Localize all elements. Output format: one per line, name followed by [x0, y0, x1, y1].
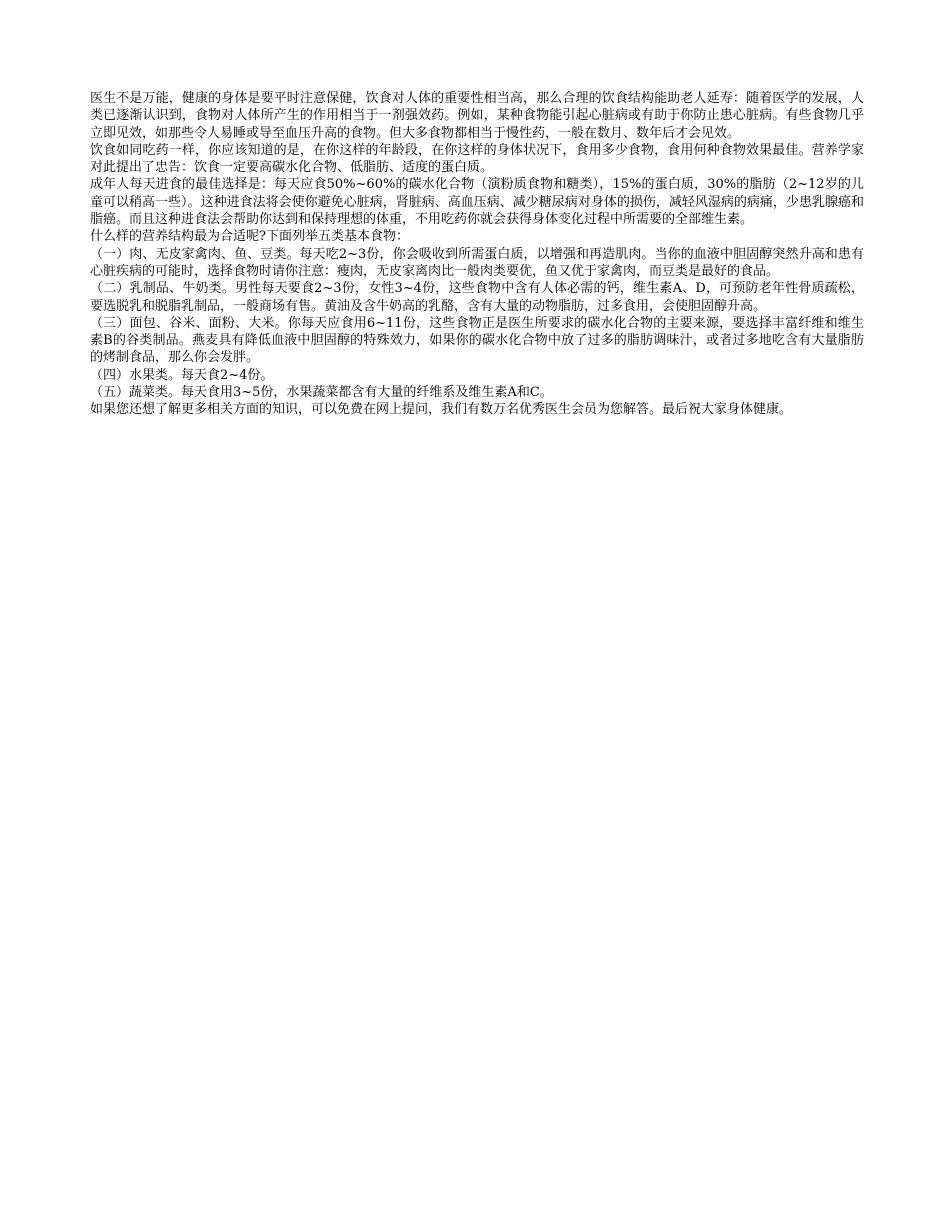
- paragraph-intro: 医生不是万能，健康的身体是要平时注意保健，饮食对人体的重要性相当高，那么合理的饮食结构能助老人延寿：随着医学的发展，人类已逐渐认识到，食物对人体所产生的作用相当于一剂强效药。例如，某种食物能引起心脏病或有助于你防止患心脏病。有些食物几乎立即见效，如那些令人易睡或导至血压升高的食物。但大多食物都相当于慢性药，一般在数月、数年后才会见效。: [90, 91, 864, 141]
- paragraph-group-3-grains: （三）面包、谷米、面粉、大米。你每天应食用6~11份，这些食物正是医生所要求的碳水化合物的主要来源，要选择丰富纤维和维生素B的谷类制品。燕麦具有降低血液中胆固醇的特殊效力，如果你的碳水化合物中放了过多的脂肪调味汁，或者过多地吃含有大量脂肪的烤制食品，那么你会发胖。: [90, 315, 864, 366]
- paragraph-group-4-fruit: （四）水果类。每天食2~4份。: [90, 367, 274, 383]
- paragraph-best-choice: 成年人每天进食的最佳选择是：每天应食50%~60%的碳水化合物（演粉质食物和糖类），15%的蛋白质，30%的脂肪（2~12岁的儿童可以稍高一些）。这种进食法将会使你避免心脏病，肾脏病、高血压病、减少糖尿病对身体的损伤，减轻风湿病的病痛，少患乳腺癌和脂癌。而且这种进食法会帮助你达到和保持理想的体重，不用吃药你就会获得身体变化过程中所需要的全部维生素。: [90, 177, 864, 228]
- paragraph-diet-as-medicine: 饮食如同吃药一样，你应该知道的是，在你这样的年龄段，在你这样的身体状况下，食用多少食物，食用何种食物效果最佳。营养学家对此提出了忠告：饮食一定要高碳水化合物、低脂肪、适度的蛋白质。: [90, 142, 864, 176]
- document-body: [90, 90, 864, 419]
- paragraph-five-food-groups: 什么样的营养结构最为合适呢?下面列举五类基本食物：: [90, 229, 409, 245]
- paragraph-group-1-meat: （一）肉、无皮家禽肉、鱼、豆类。每天吃2~3份，你会吸收到所需蛋白质，以增强和再造肌肉。当你的血液中胆固醇突然升高和患有心脏疾病的可能时，选择食物时请你注意：瘦肉，无皮家离肉比一般肉类要优，鱼又优于家禽肉，而豆类是最好的食品。: [90, 246, 864, 279]
- paragraph-group-5-vegetables: （五）蔬菜类。每天食用3~5份，水果蔬菜都含有大量的纤维系及维生素A和C。: [90, 385, 553, 401]
- paragraph-closing: 如果您还想了解更多相关方面的知识，可以免费在网上提问，我们有数万名优秀医生会员为您解答。最后祝大家身体健康。: [90, 402, 793, 418]
- paragraph-group-2-dairy: （二）乳制品、牛奶类。男性每天要食2~3份，女性3~4份，这些食物中含有人体必需的钙，维生素A、D，可预防老年性骨质疏松，要选脱乳和脱脂乳制品，一般商场有售。黄油及含牛奶高的乳酪，含有大量的动物脂肪，过多食用，会使胆固醇升高。: [90, 281, 864, 314]
